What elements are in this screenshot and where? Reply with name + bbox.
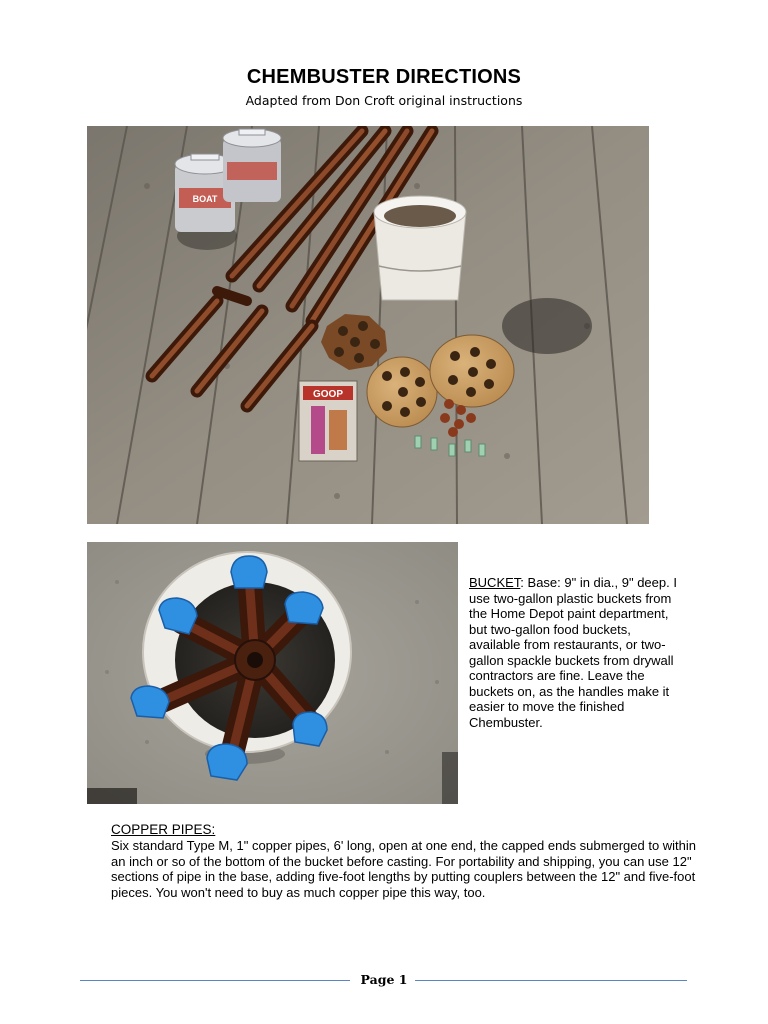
materials-photo bbox=[87, 126, 649, 524]
page-title: CHEMBUSTER DIRECTIONS bbox=[246, 66, 522, 88]
bucket-heading: BUCKET bbox=[469, 575, 521, 590]
bucket-photo bbox=[87, 542, 458, 804]
can-label: BOAT bbox=[192, 194, 218, 204]
glue-label: GOOP bbox=[312, 389, 344, 400]
page-subtitle: Adapted from Don Croft original instructions bbox=[245, 93, 523, 108]
bucket-photo-illustration bbox=[87, 542, 458, 804]
copper-pipes-body: Six standard Type M, 1" copper pipes, 6' long, open at one end, the capped ends submerged to within an inch or so of the bottom of the bucket before casting. For portability and shipping, you can use 12" sections of pipe in the base, adding five-foot lengths by putting couplers between the 12" and five-foot pieces. You won't need to buy as much copper pipe this way, too. bbox=[111, 838, 697, 900]
materials-photo-illustration bbox=[87, 126, 649, 524]
bucket-description bbox=[469, 575, 684, 730]
page-number: Page 1 bbox=[360, 972, 408, 987]
bucket-body: : Base: 9" in dia., 9" deep. I use two-gallon plastic buckets from the Home Depot paint department, but two-gallon food buckets, available from restaurants, or two-gallon spackle buckets from drywall contractors are fine. Leave the buckets on, as the handles make it easier to move the finished Chembuster. bbox=[469, 575, 677, 730]
copper-pipes-heading: COPPER PIPES: bbox=[111, 822, 216, 837]
